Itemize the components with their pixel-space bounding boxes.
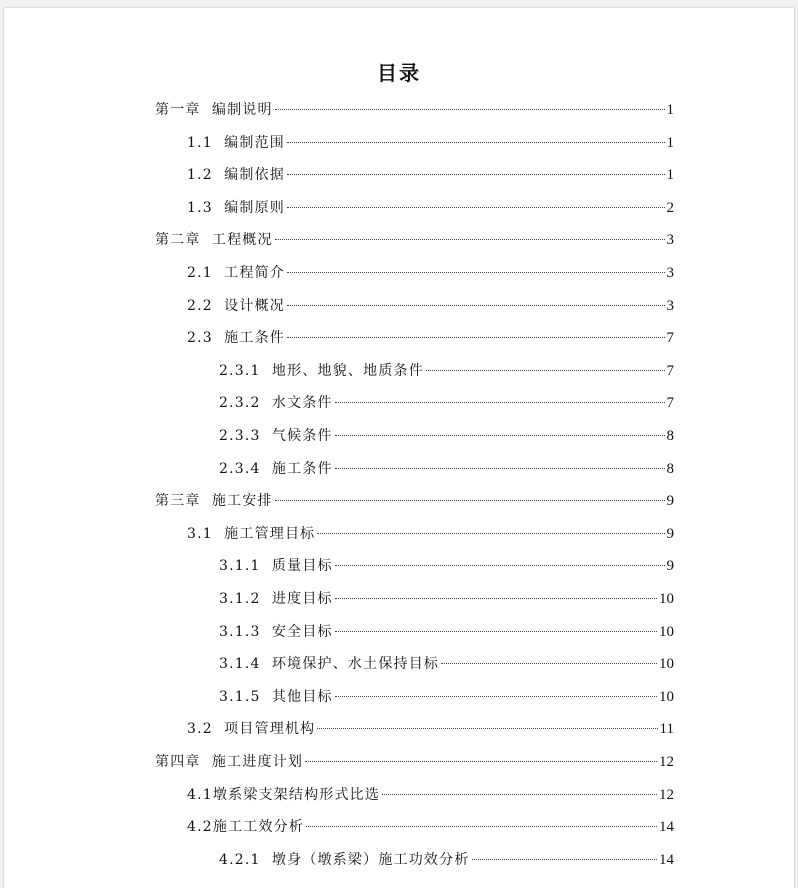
toc-entry-page-number: 12: [659, 786, 674, 803]
toc-entry-label: 2.2 设计概况: [187, 297, 285, 314]
toc-entry-page-number: 1: [666, 134, 674, 151]
toc-entry[interactable]: [219, 425, 674, 447]
toc-entry-page-number: 14: [659, 819, 674, 836]
toc-leader-dots: [382, 794, 657, 795]
toc-entry-label: 2.3 施工条件: [187, 330, 285, 347]
toc-leader-dots: [335, 696, 657, 697]
toc-entry-page-number: 14: [659, 851, 674, 868]
toc-entry[interactable]: [187, 262, 674, 284]
toc-entry[interactable]: [219, 621, 674, 643]
toc-entry-label: 3.1.2 进度目标: [219, 591, 333, 607]
toc-entry-page-number: 10: [659, 656, 674, 673]
toc-entry-label: 3.1.3 安全目标: [219, 623, 333, 640]
toc-leader-dots: [287, 142, 665, 143]
toc-entry-page-number: 10: [659, 591, 674, 607]
toc-leader-dots: [335, 565, 665, 566]
toc-leader-dots: [317, 533, 664, 534]
toc-entry[interactable]: [219, 360, 674, 382]
toc-entry-label: 4.2.1 墩身（墩系梁）施工功效分析: [219, 851, 470, 868]
toc-entry-page-number: 8: [666, 428, 674, 444]
toc-leader-dots: [441, 663, 657, 664]
toc-entry-label: 1.2 编制依据: [187, 167, 285, 184]
toc-leader-dots: [335, 435, 665, 436]
toc-entry[interactable]: [219, 588, 674, 610]
toc-entry[interactable]: [219, 653, 674, 675]
toc-entry-label: 4.2施工工效分析: [187, 819, 305, 836]
toc-leader-dots: [335, 402, 665, 403]
toc-entry-label: 2.3.2 水文条件: [219, 395, 333, 412]
toc-entry-page-number: 3: [666, 297, 674, 314]
toc-entry-label: 第二章 工程概况: [155, 232, 273, 249]
toc-entry-page-number: 7: [666, 395, 674, 412]
toc-leader-dots: [317, 728, 657, 729]
toc-entry-page-number: 8: [666, 460, 674, 477]
toc-entry-page-number: 9: [666, 525, 674, 542]
toc-leader-dots: [287, 174, 665, 175]
toc-entry[interactable]: [219, 392, 674, 414]
toc-entry-page-number: 7: [666, 330, 674, 347]
toc-leader-dots: [335, 631, 657, 632]
toc-leader-dots: [275, 500, 665, 501]
toc-entry-page-number: 1: [666, 102, 674, 118]
toc-entry-label: 1.3 编制原则: [187, 199, 285, 216]
toc-leader-dots: [287, 305, 665, 306]
toc-leader-dots: [472, 859, 657, 860]
toc-entry-label: 第三章 施工安排: [155, 493, 273, 510]
toc-entry-page-number: 1: [666, 167, 674, 184]
toc-entry[interactable]: [219, 849, 674, 871]
toc-leader-dots: [335, 598, 657, 599]
toc-entry-label: 3.1.1 质量目标: [219, 558, 333, 575]
toc-entry-label: 3.2 项目管理机构: [187, 721, 316, 738]
toc-entry[interactable]: [187, 197, 674, 219]
toc-entry-page-number: 2: [666, 199, 674, 216]
toc-entry[interactable]: [219, 555, 674, 577]
toc-leader-dots: [287, 272, 665, 273]
toc-entry-page-number: 12: [659, 754, 674, 770]
toc-title: 目录: [377, 61, 421, 85]
toc-entry-label: 3.1.5 其他目标: [219, 688, 333, 705]
toc-entry[interactable]: [187, 295, 674, 317]
toc-entry-label: 3.1.4 环境保护、水土保持目标: [219, 656, 440, 673]
toc-entry-label: 2.3.3 气候条件: [219, 428, 333, 444]
toc-leader-dots: [275, 239, 665, 240]
toc-leader-dots: [287, 337, 665, 338]
toc-entry[interactable]: [219, 686, 674, 708]
toc-entry-page-number: 9: [666, 493, 674, 510]
toc-leader-dots: [275, 109, 665, 110]
toc-entry[interactable]: [155, 490, 674, 512]
toc-entry-label: 第一章 编制说明: [155, 102, 273, 118]
toc-entry[interactable]: [219, 458, 674, 480]
toc-entry-label: 第四章 施工进度计划: [155, 754, 304, 770]
toc-entry[interactable]: [187, 327, 674, 349]
toc-entry[interactable]: [155, 99, 674, 121]
toc-leader-dots: [426, 370, 665, 371]
toc-leader-dots: [306, 826, 657, 827]
toc-entry-label: 4.1墩系梁支架结构形式比选: [187, 786, 381, 803]
toc-entry-page-number: 11: [659, 721, 674, 738]
toc-entry-page-number: 3: [666, 232, 674, 249]
toc-entry[interactable]: [187, 718, 674, 740]
toc-entry-label: 2.3.4 施工条件: [219, 460, 333, 477]
toc-entry[interactable]: [187, 816, 674, 838]
toc-entry-page-number: 3: [666, 265, 674, 281]
toc-entry-page-number: 10: [659, 623, 674, 640]
toc-leader-dots: [335, 468, 665, 469]
toc-entry-label: 2.1 工程简介: [187, 265, 285, 281]
toc-entry[interactable]: [187, 164, 674, 186]
toc-entry[interactable]: [155, 229, 674, 251]
toc-entry-label: 2.3.1 地形、地貌、地质条件: [219, 362, 424, 379]
toc-entry-page-number: 10: [659, 688, 674, 705]
toc-entry[interactable]: [187, 523, 674, 545]
toc-entry[interactable]: [187, 132, 674, 154]
toc-entry-label: 1.1 编制范围: [187, 134, 285, 151]
toc-leader-dots: [305, 761, 657, 762]
toc-entry-label: 3.1 施工管理目标: [187, 525, 316, 542]
toc-entry[interactable]: [155, 751, 674, 773]
toc-leader-dots: [287, 207, 665, 208]
toc-entry-page-number: 9: [666, 558, 674, 575]
toc-entry-page-number: 7: [666, 362, 674, 379]
toc-entry[interactable]: [187, 784, 674, 806]
